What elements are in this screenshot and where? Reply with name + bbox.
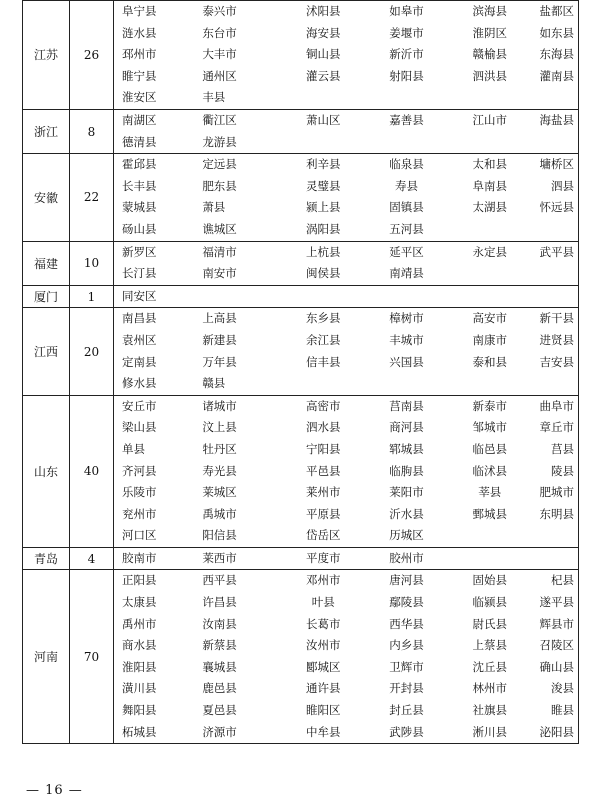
county-name: 赣县	[202, 376, 226, 391]
county-name: 梁山县	[122, 420, 157, 435]
county-name: 新蔡县	[202, 638, 237, 653]
county-name: 霍邱县	[122, 157, 157, 172]
county-name: 赣榆县	[472, 47, 507, 62]
province-row	[23, 547, 579, 570]
county-name: 夏邑县	[202, 703, 237, 718]
province-name: 江苏	[23, 1, 70, 110]
county-name: 临沭县	[472, 463, 507, 478]
county-line	[114, 23, 578, 45]
county-line	[114, 219, 578, 241]
county-name: 同安区	[122, 288, 157, 303]
county-name: 封丘县	[389, 703, 424, 718]
county-name: 沈丘县	[472, 659, 507, 674]
county-name: 福清市	[202, 244, 237, 259]
county-name: 南安市	[202, 266, 237, 281]
county-name: 南湖区	[122, 113, 157, 128]
county-count: 1	[70, 285, 114, 308]
county-name: 丰县	[202, 90, 226, 105]
county-name: 郾城区	[305, 659, 341, 674]
county-name: 萧县	[202, 200, 226, 215]
county-name: 樟树市	[389, 311, 424, 326]
county-name: 定远县	[202, 157, 237, 172]
county-name: 柘城县	[122, 724, 157, 739]
county-name: 遂平县	[539, 595, 574, 610]
county-name: 太和县	[472, 157, 507, 172]
county-name: 大丰市	[202, 47, 237, 62]
county-name: 诸城市	[202, 398, 237, 413]
county-line	[114, 242, 578, 264]
county-name: 禹城市	[202, 506, 237, 521]
county-name: 永定县	[472, 244, 507, 259]
province-row	[23, 308, 579, 395]
province-name: 青岛	[23, 547, 70, 570]
county-name: 寿县	[394, 178, 418, 193]
county-name: 襄城县	[202, 659, 237, 674]
county-name: 泗水县	[305, 420, 341, 435]
county-name: 禹州市	[122, 616, 157, 631]
province-name: 厦门	[23, 285, 70, 308]
county-name: 余江县	[305, 332, 341, 347]
county-name: 长丰县	[122, 178, 157, 193]
county-name: 如皋市	[389, 4, 424, 19]
county-name: 射阳县	[389, 68, 424, 83]
county-name: 乐陵市	[122, 485, 157, 500]
county-name: 颍上县	[305, 200, 341, 215]
province-row	[23, 570, 579, 744]
county-name: 邓州市	[305, 573, 341, 588]
county-name: 泗县	[550, 178, 574, 193]
province-name: 安徽	[23, 154, 70, 241]
county-name: 东台市	[202, 25, 237, 40]
county-line	[114, 700, 578, 722]
province-name: 江西	[23, 308, 70, 395]
county-name: 武平县	[539, 244, 574, 259]
county-name: 平度市	[305, 550, 341, 565]
province-row	[23, 395, 579, 547]
county-name: 阜南县	[472, 178, 507, 193]
county-name: 寿光县	[202, 463, 237, 478]
county-name: 灌云县	[305, 68, 341, 83]
county-line	[114, 635, 578, 657]
county-name: 莱城区	[202, 485, 237, 500]
county-line	[114, 482, 578, 504]
county-name: 淮阳县	[122, 659, 157, 674]
county-name: 曲阜市	[539, 398, 574, 413]
county-line	[114, 525, 578, 547]
county-line	[114, 263, 578, 285]
county-name: 中牟县	[305, 724, 341, 739]
county-list	[114, 109, 579, 153]
county-name: 阳信县	[202, 528, 237, 543]
county-count: 8	[70, 109, 114, 153]
province-row	[23, 1, 579, 110]
county-line	[114, 1, 578, 23]
county-name: 高安市	[472, 311, 507, 326]
county-name: 淮阴区	[472, 25, 507, 40]
county-name: 砀山县	[122, 221, 157, 236]
county-name: 陵县	[550, 463, 574, 478]
county-line	[114, 373, 578, 395]
county-name: 临邑县	[472, 441, 507, 456]
county-name: 潢川县	[122, 681, 157, 696]
county-name: 东明县	[539, 506, 574, 521]
county-name: 德清县	[122, 134, 157, 149]
county-name: 上蔡县	[472, 638, 507, 653]
county-name: 上高县	[202, 311, 237, 326]
county-name: 河口区	[122, 528, 157, 543]
county-line	[114, 330, 578, 352]
county-name: 阜宁县	[122, 4, 157, 19]
county-count: 10	[70, 241, 114, 285]
county-name: 武陟县	[389, 724, 424, 739]
county-name: 齐河县	[122, 463, 157, 478]
county-line	[114, 439, 578, 461]
county-list	[114, 547, 579, 570]
county-line	[114, 417, 578, 439]
county-name: 上杭县	[305, 244, 341, 259]
county-name: 唐河县	[389, 573, 424, 588]
county-name: 滨海县	[472, 4, 507, 19]
county-name: 龙游县	[202, 134, 237, 149]
county-name: 谯城区	[202, 221, 237, 236]
county-name: 吉安县	[539, 354, 574, 369]
county-name: 莒南县	[389, 398, 424, 413]
county-name: 临朐县	[389, 463, 424, 478]
county-name: 江山市	[472, 113, 507, 128]
county-name: 新干县	[539, 311, 574, 326]
county-name: 邹城市	[472, 420, 507, 435]
county-name: 新建县	[202, 332, 237, 347]
county-name: 闽侯县	[305, 266, 341, 281]
county-name: 汶上县	[202, 420, 237, 435]
county-name: 睢宁县	[122, 68, 157, 83]
county-name: 沂水县	[389, 506, 424, 521]
county-count: 22	[70, 154, 114, 241]
county-name: 泗洪县	[472, 68, 507, 83]
county-line	[114, 678, 578, 700]
county-line	[114, 87, 578, 109]
county-line	[114, 308, 578, 330]
province-row	[23, 285, 579, 308]
county-name: 汝南县	[202, 616, 237, 631]
county-line	[114, 286, 578, 308]
county-name: 盐都区	[539, 4, 574, 19]
county-name: 商河县	[389, 420, 424, 435]
county-name: 莘县	[478, 485, 502, 500]
county-name: 确山县	[539, 659, 574, 674]
county-line	[114, 548, 578, 570]
county-name: 平原县	[305, 506, 341, 521]
county-name: 延平区	[389, 244, 424, 259]
county-list	[114, 241, 579, 285]
county-name: 杞县	[550, 573, 574, 588]
county-name: 召陵区	[539, 638, 574, 653]
county-name: 鹿邑县	[202, 681, 237, 696]
county-count: 4	[70, 547, 114, 570]
county-name: 兴国县	[389, 354, 424, 369]
county-name: 西平县	[202, 573, 237, 588]
county-name: 兖州市	[122, 506, 157, 521]
county-name: 岱岳区	[305, 528, 341, 543]
county-name: 沭阳县	[305, 4, 341, 19]
county-name: 太湖县	[472, 200, 507, 215]
county-name: 墉桥区	[539, 157, 574, 172]
county-name: 郓城县	[389, 441, 424, 456]
county-name: 西华县	[389, 616, 424, 631]
county-name: 胶州市	[389, 550, 424, 565]
county-name: 太康县	[122, 595, 157, 610]
county-name: 正阳县	[122, 573, 157, 588]
province-row	[23, 241, 579, 285]
county-name: 涡阳县	[305, 221, 341, 236]
county-name: 肥东县	[202, 178, 237, 193]
province-name: 福建	[23, 241, 70, 285]
county-count: 20	[70, 308, 114, 395]
county-name: 灌南县	[539, 68, 574, 83]
county-name: 许昌县	[202, 595, 237, 610]
county-name: 丰城市	[389, 332, 424, 347]
county-name: 姜堰市	[389, 25, 424, 40]
county-name: 新泰市	[472, 398, 507, 413]
county-name: 济源市	[202, 724, 237, 739]
county-name: 临颍县	[472, 595, 507, 610]
county-name: 萧山区	[305, 113, 341, 128]
county-name: 南昌县	[122, 311, 157, 326]
county-line	[114, 722, 578, 744]
county-line	[114, 44, 578, 66]
county-name: 涟水县	[122, 25, 157, 40]
county-name: 南康市	[472, 332, 507, 347]
county-name: 睢阳区	[305, 703, 341, 718]
county-name: 尉氏县	[472, 616, 507, 631]
county-name: 淮安区	[122, 90, 157, 105]
county-name: 铜山县	[305, 47, 341, 62]
county-name: 长汀县	[122, 266, 157, 281]
county-line	[114, 352, 578, 374]
county-name: 进贤县	[539, 332, 574, 347]
province-name: 河南	[23, 570, 70, 744]
county-name: 安丘市	[122, 398, 157, 413]
county-count: 70	[70, 570, 114, 744]
county-line	[114, 504, 578, 526]
county-name: 章丘市	[539, 420, 574, 435]
county-name: 泰和县	[472, 354, 507, 369]
county-name: 海盐县	[539, 113, 574, 128]
county-name: 肥城市	[539, 485, 574, 500]
county-name: 东海县	[539, 47, 574, 62]
county-name: 莱州市	[305, 485, 341, 500]
county-name: 新沂市	[389, 47, 424, 62]
county-line	[114, 570, 578, 592]
county-name: 新罗区	[122, 244, 157, 259]
county-name: 淅川县	[472, 724, 507, 739]
county-name: 林州市	[472, 681, 507, 696]
county-list	[114, 308, 579, 395]
county-name: 邳州市	[122, 47, 157, 62]
county-name: 莱西市	[202, 550, 237, 565]
county-list	[114, 154, 579, 241]
county-name: 睢县	[550, 703, 574, 718]
province-row	[23, 109, 579, 153]
county-name: 信丰县	[305, 354, 341, 369]
county-list	[114, 285, 579, 308]
county-line	[114, 132, 578, 154]
province-row	[23, 154, 579, 241]
county-name: 怀远县	[539, 200, 574, 215]
county-name: 海安县	[305, 25, 341, 40]
county-name: 定南县	[122, 354, 157, 369]
county-name: 胶南市	[122, 550, 157, 565]
county-name: 临泉县	[389, 157, 424, 172]
county-name: 舞阳县	[122, 703, 157, 718]
county-name: 泰兴市	[202, 4, 237, 19]
county-name: 蒙城县	[122, 200, 157, 215]
county-name: 嘉善县	[389, 113, 424, 128]
county-table	[22, 0, 579, 744]
county-name: 利辛县	[305, 157, 341, 172]
county-name: 泌阳县	[539, 724, 574, 739]
county-name: 辉县市	[539, 616, 574, 631]
county-line	[114, 657, 578, 679]
county-name: 衢江区	[202, 113, 237, 128]
county-list	[114, 570, 579, 744]
county-line	[114, 176, 578, 198]
county-name: 内乡县	[389, 638, 424, 653]
county-count: 26	[70, 1, 114, 110]
county-name: 灵璧县	[305, 178, 341, 193]
county-line	[114, 197, 578, 219]
county-name: 东乡县	[305, 311, 341, 326]
county-line	[114, 460, 578, 482]
county-name: 牡丹区	[202, 441, 237, 456]
county-name: 固镇县	[389, 200, 424, 215]
county-line	[114, 66, 578, 88]
page-number: — 16 —	[26, 783, 83, 798]
county-name: 单县	[122, 441, 145, 456]
county-name: 长葛市	[305, 616, 341, 631]
county-count: 40	[70, 395, 114, 547]
county-name: 高密市	[305, 398, 341, 413]
county-name: 莒县	[550, 441, 574, 456]
county-line	[114, 396, 578, 418]
county-name: 开封县	[389, 681, 424, 696]
county-name: 南靖县	[389, 266, 424, 281]
county-line	[114, 110, 578, 132]
county-name: 通州区	[202, 68, 237, 83]
county-name: 如东县	[539, 25, 574, 40]
county-name: 鄢陵县	[389, 595, 424, 610]
county-name: 宁阳县	[305, 441, 341, 456]
county-name: 叶县	[311, 595, 335, 610]
county-name: 万年县	[202, 354, 237, 369]
county-name: 卫辉市	[389, 659, 424, 674]
county-name: 通许县	[305, 681, 341, 696]
county-name: 莱阳市	[389, 485, 424, 500]
county-list	[114, 1, 579, 110]
county-name: 五河县	[389, 221, 424, 236]
province-name: 浙江	[23, 109, 70, 153]
county-name: 社旗县	[472, 703, 507, 718]
county-name: 鄄城县	[472, 506, 507, 521]
county-list	[114, 395, 579, 547]
province-name: 山东	[23, 395, 70, 547]
county-name: 商水县	[122, 638, 157, 653]
county-line	[114, 614, 578, 636]
county-name: 袁州区	[122, 332, 157, 347]
county-line	[114, 154, 578, 176]
county-line	[114, 592, 578, 614]
county-name: 修水县	[122, 376, 157, 391]
county-name: 固始县	[472, 573, 507, 588]
county-name: 浚县	[550, 681, 574, 696]
county-name: 历城区	[389, 528, 424, 543]
county-name: 汝州市	[305, 638, 341, 653]
county-name: 平邑县	[305, 463, 341, 478]
